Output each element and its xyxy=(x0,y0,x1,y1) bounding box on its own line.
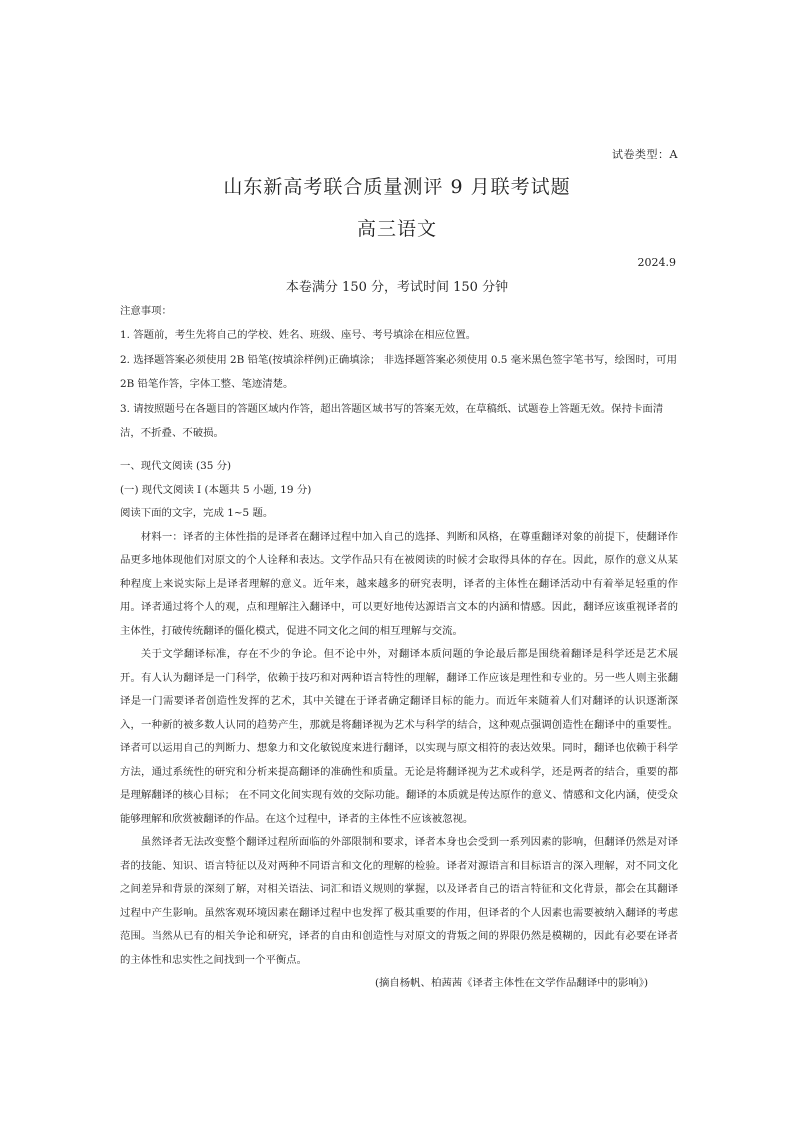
reading-instruction: 阅读下面的文字，完成 1~5 题。 xyxy=(120,507,274,519)
notice-item-3: 3. 请按照题号在各题目的答题区域内作答，超出答题区域书写的答案无效，在草稿纸、试题卷上答题无效。保持卡面清洁，不折叠、不破损。 xyxy=(120,403,664,439)
notice-item-2: 2. 选择题答案必须使用 2B 铅笔(按填涂样例)正确填涂； 非选择题答案必须使用 0.5 毫米黑色签字笔书写，绘图时，可用 2B 铅笔作答，字体工整、笔迹清楚。 xyxy=(120,354,677,390)
notice-heading: 注意事项： xyxy=(120,305,172,317)
section-heading: 一、现代文阅读 (35 分) xyxy=(120,460,232,472)
score-time-line: 本卷满分 150 分，考试时间 150 分钟 xyxy=(285,280,509,295)
subsection-heading: (一) 现代文阅读 I (本题共 5 小题, 19 分) xyxy=(120,483,312,496)
exam-content xyxy=(120,300,678,996)
paper-type-label: 试卷类型：A xyxy=(612,148,678,161)
exam-title: 山东新高考联合质量测评 9 月联考试题 xyxy=(223,176,571,198)
material-paragraph-3: 虽然译者无法改变整个翻译过程所面临的外部限制和要求，译者本身也会受到一系列因素的影响，但翻译仍然是对译者的技能、知识、语言特征以及对两种不同语言和文化的理解的检验。译者对源语言和目标语言的深入理解，对不同文化之间差异和背景的深刻了解，对相关语法、词汇和语义规则的掌握，以及译者自己的语言特征和文化背景，都会在其翻译过程中产生影响。虽然客观环境因素在翻译过程中也发挥了极其重要的作用，但译者的个人因素也需要被纳入翻译的考虑范围。当然从已有的相关争论和研究，译者的自由和创造性与对原文的背叛之间的界限仍然是模糊的，因此有必要在译者的主体性和忠实性之间找到一个平衡点。 xyxy=(120,836,678,966)
exam-date: 2024.9 xyxy=(637,256,676,269)
subject-title: 高三语文 xyxy=(356,218,437,240)
source-citation: (摘自杨帆、柏茜茜《译者主体性在文学作品翻译中的影响》) xyxy=(374,977,648,989)
notice-item-1: 1. 答题前，考生先将自己的学校、姓名、班级、座号、考号填涂在相应位置。 xyxy=(120,328,477,341)
material-paragraph-2: 关于文学翻译标准，存在不少的争论。但不论中外，对翻译本质问题的争论最后都是围绕着翻译是科学还是艺术展开。有人认为翻译是一门科学，依赖于技巧和对两种语言特性的理解，翻译工作应该是理性和专业的。另一些人则主张翻译是一门需要译者创造性发挥的艺术，其中关键在于译者确定翻译目标的能力。而近年来随着人们对翻译的认识逐渐深入，一种新的被多数人认同的趋势产生，那就是将翻译视为艺术与科学的结合，这种观点强调创造性在翻译中的重要性。译者可以运用自己的判断力、想象力和文化敏锐度来进行翻译，以实现与原文相符的表达效果。同时，翻译也依赖于科学方法，通过系统性的研究和分析来提高翻译的准确性和质量。无论是将翻译视为艺术或科学，还是两者的结合，重要的都是理解翻译的核心目标； 在不同文化间实现有效的交际功能。翻译的本质就是传达原作的意义、情感和文化内涵，使受众能够理解和欣赏被翻译的作品。在这个过程中，译者的主体性不应该被忽视。 xyxy=(120,648,678,825)
material-paragraph-1: 材料一：译者的主体性指的是译者在翻译过程中加入自己的选择、判断和风格，在尊重翻译对象的前提下，使翻译作品更多地体现他们对原文的个人诠释和表达。文学作品只有在被阅读的时候才会取得具体的存在。因此，原作的意义从某种程度上来说实际上是译者理解的意义。近年来，越来越多的研究表明，译者的主体性在翻译活动中有着举足轻重的作用。译者通过将个人的观，点和理解注入翻译中，可以更好地传达源语言文本的内涵和情感。因此，翻译应该重视译者的主体性，打破传统翻译的僵化模式，促进不同文化之间的相互理解与交流。 xyxy=(120,530,678,637)
